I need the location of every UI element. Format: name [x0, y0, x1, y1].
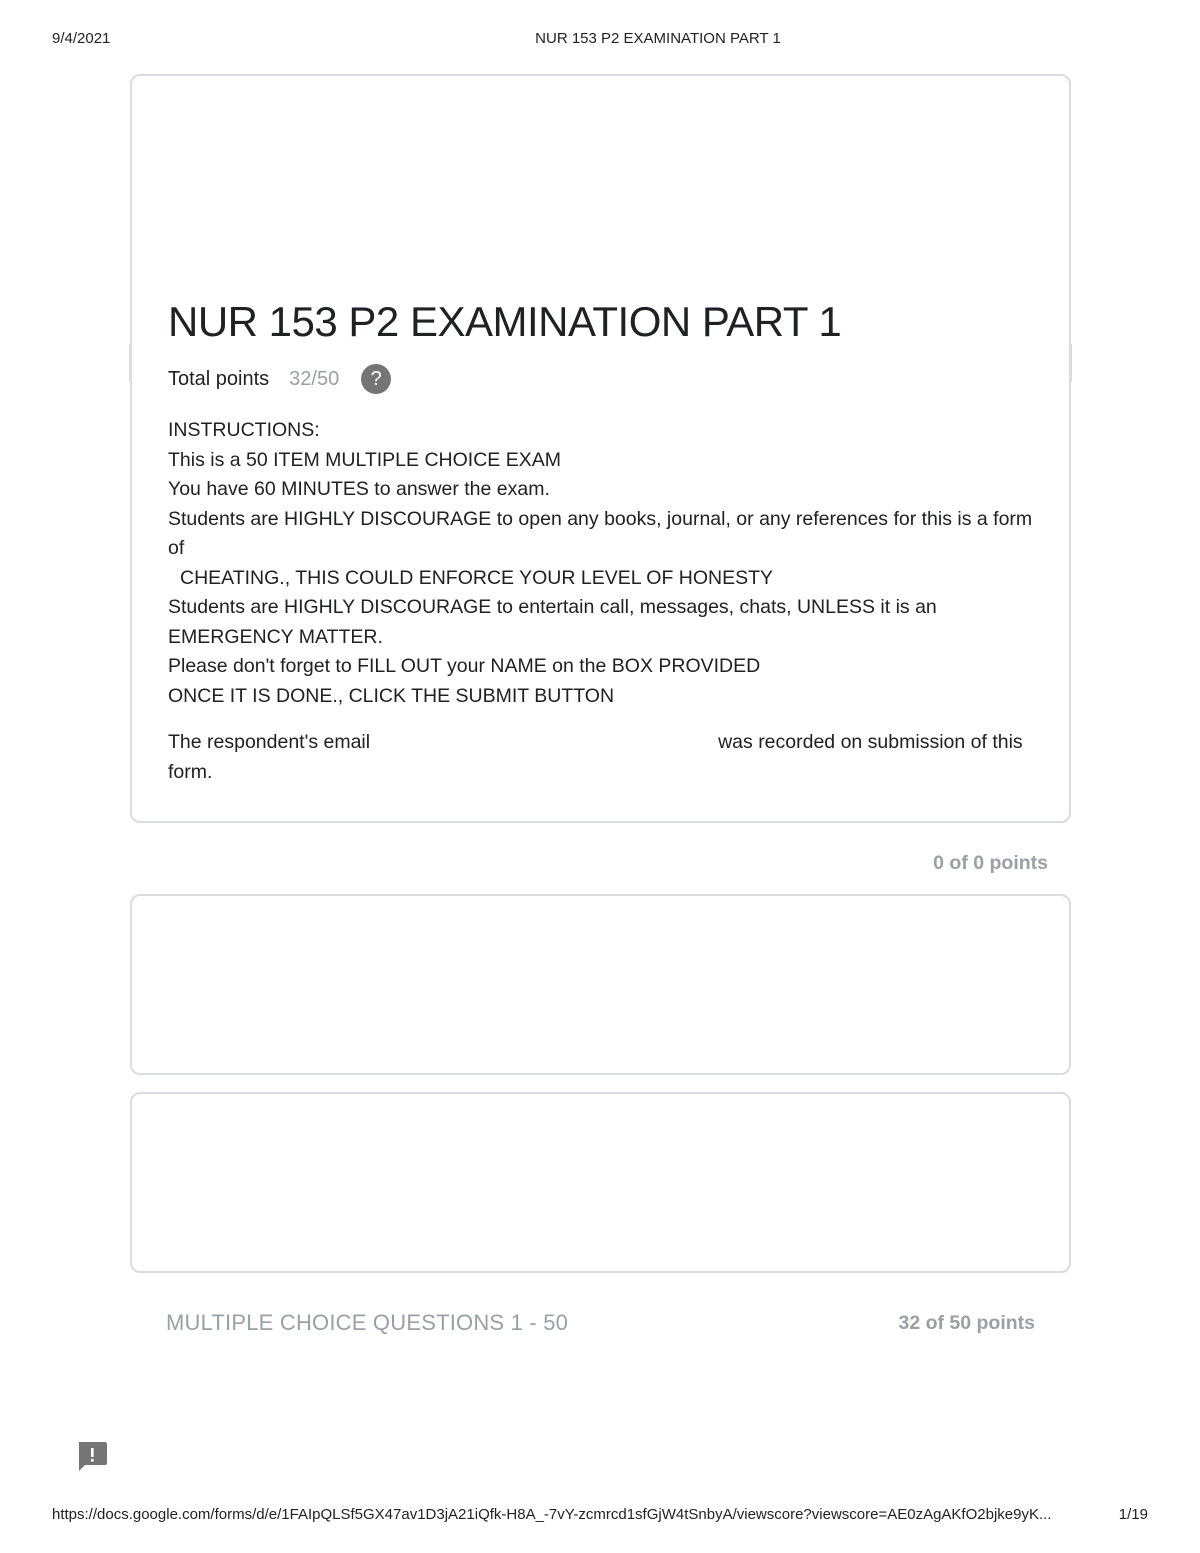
name-question-card: [130, 894, 1071, 1075]
card-edge-marker: [1069, 344, 1072, 382]
question-card: [130, 1092, 1071, 1273]
instructions-line: CHEATING., THIS COULD ENFORCE YOUR LEVEL OF HONESTY: [180, 566, 774, 589]
instructions-line: Students are HIGHLY DISCOURAGE to open any books, journal, or any references for this is a form of: [168, 507, 1033, 559]
instructions-line: INSTRUCTIONS:: [168, 419, 320, 441]
instructions-line: Students are HIGHLY DISCOURAGE to entertain call, messages, chats, UNLESS it is an EMERGENCY MATTER.: [168, 596, 937, 648]
name-section-points: 0 of 0 points: [933, 852, 1048, 874]
print-footer-url: https://docs.google.com/forms/d/e/1FAIpQLSf5GX47av1D3jA21iQfk-H8A_-7vY-zcmrcd1sfGjW4tSnbyA/viewscore?viewscore=AE0zAgAKfO2bjke9yK...: [52, 1506, 1052, 1523]
instructions-line: Please don't forget to FILL OUT your NAME on the BOX PROVIDED: [168, 655, 761, 677]
print-page-title: NUR 153 P2 EXAMINATION PART 1: [535, 30, 781, 47]
respondent-email-note: [168, 728, 1028, 787]
total-points-value: 32/50: [289, 367, 340, 390]
email-note-suffix: was recorded on submission of this form.: [168, 731, 1023, 783]
instructions-line: This is a 50 ITEM MULTIPLE CHOICE EXAM: [168, 448, 561, 471]
help-icon[interactable]: ?: [361, 364, 391, 394]
feedback-icon[interactable]: [76, 1440, 108, 1472]
total-points-label: Total points: [168, 367, 270, 390]
instructions-line: ONCE IT IS DONE., CLICK THE SUBMIT BUTTON: [168, 684, 615, 707]
print-page-number: 1/19: [1118, 1506, 1148, 1523]
card-edge-marker: [129, 344, 132, 382]
email-note-prefix: The respondent's email: [168, 731, 371, 753]
form-title: NUR 153 P2 EXAMINATION PART 1: [168, 298, 842, 345]
print-date: 9/4/2021: [52, 30, 111, 47]
section-points: 32 of 50 points: [898, 1312, 1035, 1334]
total-points-row: [168, 364, 391, 394]
instructions-block: [168, 416, 1048, 711]
section-title: MULTIPLE CHOICE QUESTIONS 1 - 50: [166, 1310, 569, 1335]
instructions-line: You have 60 MINUTES to answer the exam.: [168, 478, 550, 500]
form-header-card: [130, 74, 1071, 823]
